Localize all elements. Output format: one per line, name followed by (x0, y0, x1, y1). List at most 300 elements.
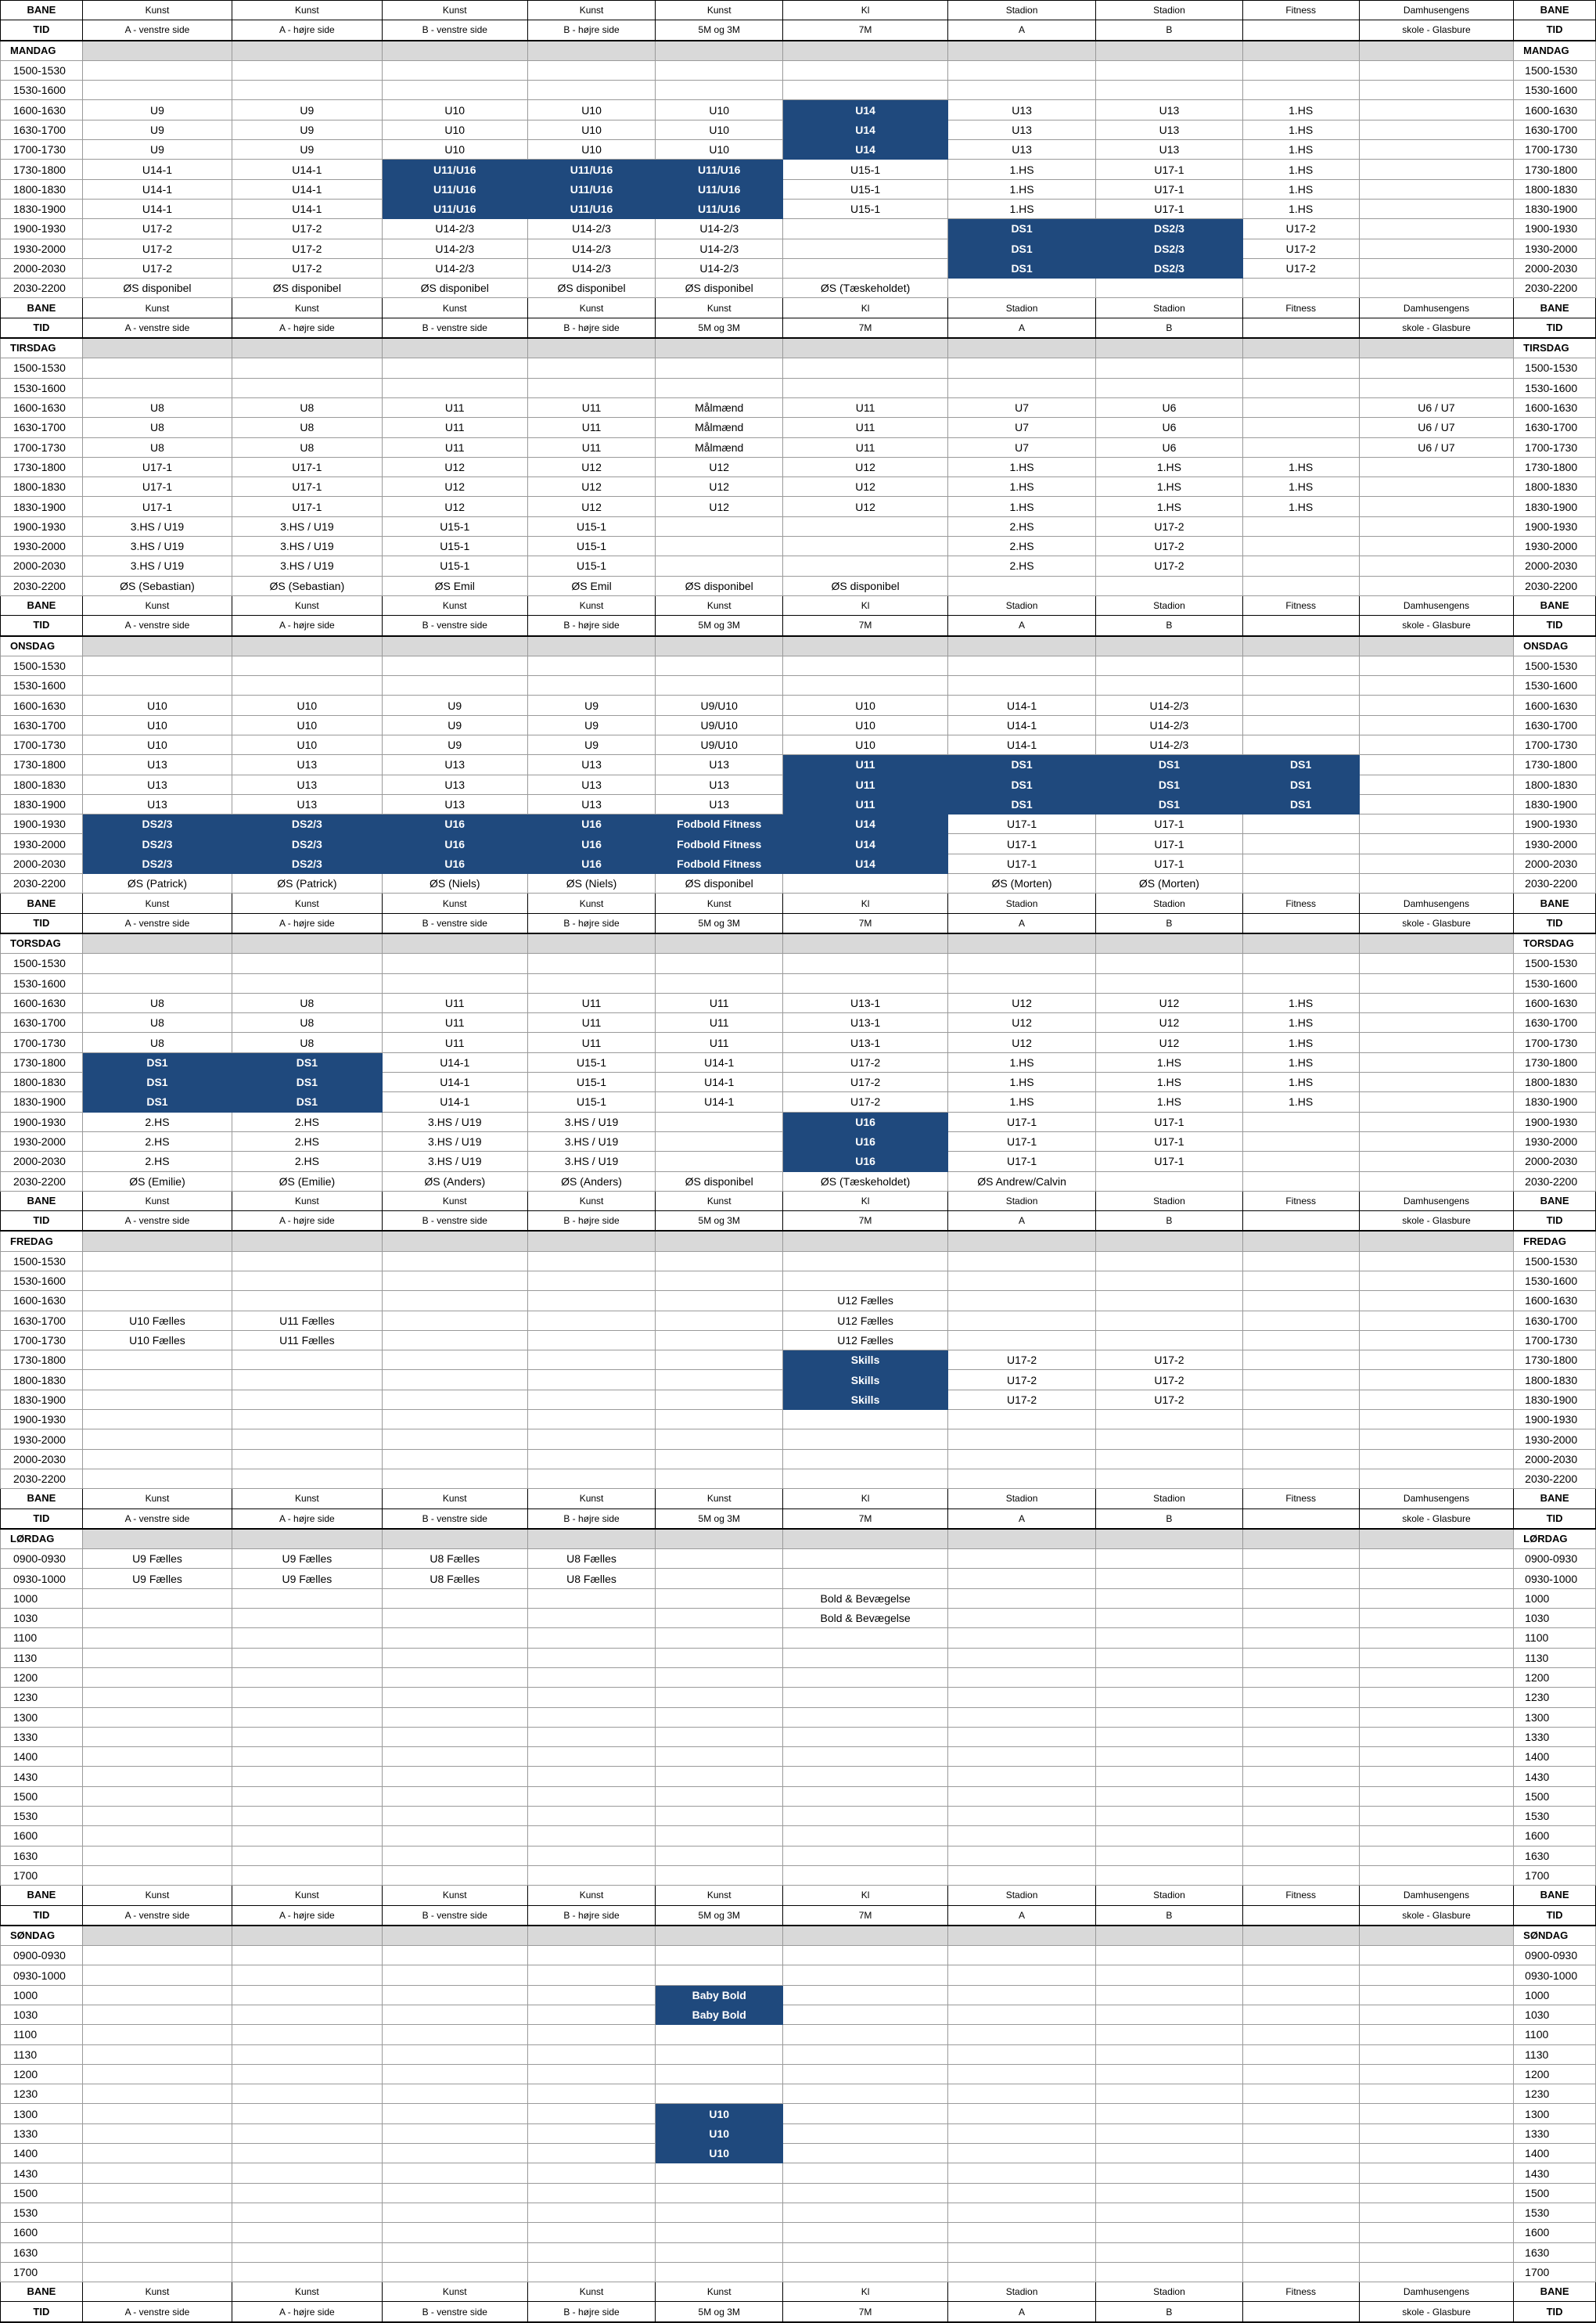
booking-cell (527, 2183, 655, 2203)
time-slot-row (1, 1807, 1596, 1826)
booking-cell (1096, 1291, 1242, 1311)
booking-cell: U17-1 (232, 457, 382, 476)
booking-cell (527, 1609, 655, 1628)
day-band-cell (527, 1529, 655, 1549)
booking-cell: U17-1 (1096, 1131, 1242, 1151)
bane-label: BANE (1514, 1, 1596, 20)
booking-cell-highlighted: U11 (783, 794, 948, 814)
field-side-header: skole - Glasbure (1359, 1211, 1513, 1232)
field-name-header: Kunst (232, 1191, 382, 1210)
time-label: 1930-2000 (1514, 239, 1596, 258)
booking-cell (1242, 1667, 1359, 1687)
booking-cell (82, 2044, 232, 2064)
booking-cell: ØS (Morten) (1096, 874, 1242, 894)
field-name-header: Stadion (1096, 2282, 1242, 2302)
booking-cell: 2.HS (947, 516, 1095, 536)
booking-cell: U10 (783, 735, 948, 754)
booking-cell (1242, 1767, 1359, 1786)
booking-cell (527, 2144, 655, 2163)
booking-cell (1359, 199, 1513, 218)
time-slot-row (1, 1112, 1596, 1131)
field-side-header: A - venstre side (82, 1905, 232, 1926)
booking-cell: U13 (947, 100, 1095, 120)
booking-cell: U7 (947, 437, 1095, 457)
time-label: 1500-1530 (1514, 60, 1596, 80)
booking-cell: U14-1 (232, 199, 382, 218)
booking-cell: U14-2/3 (1096, 715, 1242, 735)
time-label: 1600 (1, 1826, 83, 1846)
booking-cell-highlighted: U11/U16 (656, 199, 783, 218)
booking-cell: 1.HS (947, 457, 1095, 476)
time-label: 2030-2200 (1514, 576, 1596, 595)
booking-cell (1359, 1786, 1513, 1806)
field-name-header: Stadion (1096, 1489, 1242, 1509)
field-side-header: B - venstre side (382, 2302, 527, 2322)
booking-cell (1242, 397, 1359, 417)
booking-cell: 1.HS (1242, 1033, 1359, 1052)
booking-cell: U14-2/3 (656, 258, 783, 278)
booking-cell: U17-1 (232, 477, 382, 497)
booking-cell: U17-1 (947, 1152, 1095, 1171)
booking-cell: 2.HS (232, 1112, 382, 1131)
booking-cell (1096, 1628, 1242, 1648)
booking-cell: U11 (527, 397, 655, 417)
booking-cell: U17-1 (1096, 1112, 1242, 1131)
field-side-header: skole - Glasbure (1359, 616, 1513, 636)
booking-cell: U17-1 (82, 497, 232, 516)
booking-cell-highlighted: U16 (783, 1131, 948, 1151)
booking-cell (656, 1429, 783, 1449)
time-label: 1930-2000 (1, 1429, 83, 1449)
booking-cell (527, 2223, 655, 2242)
booking-cell (82, 1648, 232, 1667)
booking-cell: U6 / U7 (1359, 418, 1513, 437)
time-label: 1500 (1, 1786, 83, 1806)
booking-cell (783, 1251, 948, 1271)
booking-cell-highlighted: DS2/3 (1096, 258, 1242, 278)
booking-cell (1096, 1985, 1242, 2005)
booking-cell (1242, 1609, 1359, 1628)
booking-cell: U12 (382, 497, 527, 516)
booking-cell (82, 2144, 232, 2163)
booking-cell (1096, 2242, 1242, 2262)
booking-cell (1359, 1410, 1513, 1429)
booking-cell (1242, 2163, 1359, 2183)
booking-cell (82, 1946, 232, 1965)
booking-cell (1242, 2144, 1359, 2163)
booking-cell (232, 1946, 382, 1965)
booking-cell (382, 1370, 527, 1390)
booking-cell: U17-1 (1096, 834, 1242, 854)
booking-cell: 3.HS / U19 (527, 1112, 655, 1131)
booking-cell: U12 (1096, 1033, 1242, 1052)
field-name-header: Kunst (232, 1489, 382, 1509)
field-name-header: Kl (783, 1489, 948, 1509)
booking-cell: ØS Emil (382, 576, 527, 595)
booking-cell: U17-2 (1096, 556, 1242, 576)
booking-cell: 1.HS (1096, 1073, 1242, 1092)
booking-cell: 1.HS (1242, 497, 1359, 516)
booking-cell (947, 1330, 1095, 1350)
booking-cell: U11 (656, 1013, 783, 1033)
tid-label: TID (1, 2302, 83, 2322)
booking-cell (527, 1291, 655, 1311)
booking-cell-highlighted: U16 (527, 854, 655, 873)
booking-cell-highlighted: DS2/3 (82, 814, 232, 834)
booking-cell (82, 1291, 232, 1311)
booking-cell (527, 2064, 655, 2084)
booking-cell (1359, 1688, 1513, 1707)
booking-cell (947, 2223, 1095, 2242)
time-label: 1330 (1, 2123, 83, 2143)
booking-cell (947, 2203, 1095, 2222)
time-label: 2000-2030 (1514, 258, 1596, 278)
booking-cell (1242, 1946, 1359, 1965)
field-side-header (1242, 1905, 1359, 1926)
time-label: 1130 (1, 2044, 83, 2064)
booking-cell (527, 1727, 655, 1746)
time-slot-row (1, 2064, 1596, 2084)
booking-cell: ØS (Emilie) (82, 1171, 232, 1191)
booking-cell (947, 1429, 1095, 1449)
time-label: 2000-2030 (1, 556, 83, 576)
booking-cell (1242, 418, 1359, 437)
booking-cell (527, 1747, 655, 1767)
field-name-header: Stadion (1096, 1191, 1242, 1210)
day-label: TORSDAG (1514, 933, 1596, 954)
booking-cell (82, 973, 232, 993)
booking-cell: U10 (82, 715, 232, 735)
booking-cell: U11 (527, 1013, 655, 1033)
booking-cell (947, 1786, 1095, 1806)
booking-cell (783, 874, 948, 894)
booking-cell: U8 Fælles (527, 1549, 655, 1569)
field-name-header: Kunst (382, 1886, 527, 1905)
day-band-cell (82, 1231, 232, 1251)
booking-cell (527, 1846, 655, 1865)
field-side-header: B - højre side (527, 318, 655, 338)
booking-cell (1359, 576, 1513, 595)
booking-cell (1359, 258, 1513, 278)
time-label: 1130 (1514, 2044, 1596, 2064)
booking-cell: 2.HS (947, 537, 1095, 556)
header-row-bane (1, 1191, 1596, 1210)
booking-cell (656, 1786, 783, 1806)
booking-cell: ØS (Sebastian) (82, 576, 232, 595)
booking-cell (947, 1549, 1095, 1569)
booking-cell (947, 1449, 1095, 1469)
field-side-header: B - venstre side (382, 20, 527, 41)
field-side-header: B - venstre side (382, 1509, 527, 1529)
booking-cell (1359, 100, 1513, 120)
time-slot-row (1, 1628, 1596, 1648)
field-side-header: A - venstre side (82, 1211, 232, 1232)
time-label: 1700 (1, 2262, 83, 2282)
time-slot-row (1, 140, 1596, 160)
booking-cell (1242, 1410, 1359, 1429)
booking-cell: U9 (82, 120, 232, 139)
booking-cell (656, 2203, 783, 2222)
booking-cell (1359, 954, 1513, 973)
time-label: 1900-1930 (1, 219, 83, 239)
booking-cell: U12 (527, 457, 655, 476)
bane-label: BANE (1514, 894, 1596, 913)
booking-cell (232, 1588, 382, 1608)
time-label: 1900-1930 (1514, 814, 1596, 834)
time-slot-row (1, 1588, 1596, 1608)
booking-cell (527, 1667, 655, 1687)
tid-label: TID (1, 318, 83, 338)
time-slot-row (1, 656, 1596, 675)
time-label: 1830-1900 (1514, 1390, 1596, 1409)
booking-cell (1096, 378, 1242, 397)
booking-cell (527, 2242, 655, 2262)
day-band-cell (527, 338, 655, 358)
booking-cell: U15-1 (382, 556, 527, 576)
field-side-header: skole - Glasbure (1359, 1509, 1513, 1529)
booking-cell (382, 1767, 527, 1786)
time-label: 1630-1700 (1514, 418, 1596, 437)
booking-cell: U13 (1096, 140, 1242, 160)
time-slot-row (1, 497, 1596, 516)
time-slot-row (1, 993, 1596, 1012)
booking-cell (947, 1807, 1095, 1826)
field-name-header: Damhusengens (1359, 595, 1513, 615)
booking-cell: U17-2 (1096, 1370, 1242, 1390)
booking-cell (656, 1449, 783, 1469)
time-label: 1530 (1, 2203, 83, 2222)
field-side-header: A - venstre side (82, 20, 232, 41)
booking-cell (1096, 1429, 1242, 1449)
day-band-cell (232, 636, 382, 656)
booking-cell: U17-1 (947, 834, 1095, 854)
time-slot-row (1, 258, 1596, 278)
time-label: 1030 (1514, 2005, 1596, 2024)
booking-cell (1359, 2084, 1513, 2104)
day-band-cell (1359, 338, 1513, 358)
booking-cell (232, 2262, 382, 2282)
booking-cell: U11 (382, 397, 527, 417)
booking-cell-highlighted: DS1 (1242, 755, 1359, 775)
booking-cell: U17-2 (783, 1052, 948, 1072)
booking-cell (1359, 457, 1513, 476)
booking-cell (783, 1667, 948, 1687)
field-name-header: Kunst (232, 595, 382, 615)
booking-cell (947, 1767, 1095, 1786)
booking-cell (232, 2123, 382, 2143)
booking-cell (527, 81, 655, 100)
time-slot-row (1, 2025, 1596, 2044)
booking-cell: 3.HS / U19 (82, 516, 232, 536)
time-label: 2030-2200 (1514, 1469, 1596, 1488)
booking-cell: U14-1 (82, 160, 232, 179)
booking-cell: U7 (947, 418, 1095, 437)
booking-cell (1359, 81, 1513, 100)
field-side-header: skole - Glasbure (1359, 2302, 1513, 2322)
time-slot-row (1, 1410, 1596, 1429)
booking-cell (232, 1786, 382, 1806)
booking-cell-highlighted: DS1 (947, 219, 1095, 239)
booking-cell (1242, 1648, 1359, 1667)
booking-cell (1096, 1410, 1242, 1429)
booking-cell: U15-1 (527, 537, 655, 556)
time-slot-row (1, 100, 1596, 120)
time-label: 0900-0930 (1, 1549, 83, 1569)
booking-cell-highlighted: DS1 (1096, 794, 1242, 814)
booking-cell (232, 1609, 382, 1628)
time-label: 1000 (1514, 1588, 1596, 1608)
booking-cell: U9 (382, 715, 527, 735)
booking-cell: ØS disponibel (382, 279, 527, 298)
booking-cell (1096, 656, 1242, 675)
time-slot-row (1, 1013, 1596, 1033)
booking-cell (656, 1727, 783, 1746)
booking-cell (656, 1410, 783, 1429)
time-label: 1300 (1, 1707, 83, 1727)
booking-cell-highlighted: Fodbold Fitness (656, 814, 783, 834)
time-label: 1330 (1, 1727, 83, 1746)
booking-cell (656, 2223, 783, 2242)
booking-cell: ØS disponibel (232, 279, 382, 298)
field-side-header (1242, 616, 1359, 636)
time-slot-row (1, 1985, 1596, 2005)
booking-cell: U17-2 (1242, 219, 1359, 239)
time-label: 1600 (1514, 1826, 1596, 1846)
booking-cell: ØS disponibel (82, 279, 232, 298)
field-name-header: Kunst (527, 2282, 655, 2302)
tid-label: TID (1514, 1211, 1596, 1232)
booking-cell (783, 1707, 948, 1727)
time-label: 1500 (1514, 2183, 1596, 2203)
booking-cell-highlighted: Fodbold Fitness (656, 854, 783, 873)
booking-cell (1242, 735, 1359, 754)
time-slot-row (1, 1609, 1596, 1628)
field-side-header: A (947, 2302, 1095, 2322)
field-name-header: Stadion (947, 1191, 1095, 1210)
field-side-header: B (1096, 616, 1242, 636)
field-name-header: Damhusengens (1359, 894, 1513, 913)
booking-cell (1242, 2123, 1359, 2143)
booking-cell (232, 2223, 382, 2242)
time-label: 2030-2200 (1, 279, 83, 298)
booking-cell (1359, 1965, 1513, 1985)
field-side-header: B (1096, 913, 1242, 933)
booking-cell (382, 1667, 527, 1687)
booking-cell (783, 1648, 948, 1667)
booking-cell (1359, 1946, 1513, 1965)
booking-cell (656, 1311, 783, 1330)
day-band-cell (1242, 1926, 1359, 1946)
booking-cell (1242, 2064, 1359, 2084)
booking-cell (1096, 973, 1242, 993)
booking-cell (82, 1588, 232, 1608)
booking-cell (232, 1985, 382, 2005)
booking-cell: U12 (527, 477, 655, 497)
booking-cell: ØS (Anders) (527, 1171, 655, 1191)
booking-cell (1096, 954, 1242, 973)
booking-cell (783, 60, 948, 80)
booking-cell: U14-1 (656, 1052, 783, 1072)
booking-cell (947, 656, 1095, 675)
booking-cell (382, 1390, 527, 1409)
booking-cell (947, 1747, 1095, 1767)
booking-cell (1359, 814, 1513, 834)
booking-cell: ØS (Niels) (382, 874, 527, 894)
booking-cell (656, 1350, 783, 1370)
booking-cell (1359, 1588, 1513, 1608)
time-label: 1600 (1514, 2223, 1596, 2242)
time-slot-row (1, 2044, 1596, 2064)
booking-cell (527, 1350, 655, 1370)
booking-cell: U9/U10 (656, 735, 783, 754)
field-side-header: A - venstre side (82, 318, 232, 338)
day-label: LØRDAG (1514, 1529, 1596, 1549)
booking-cell (1242, 576, 1359, 595)
booking-cell (1096, 279, 1242, 298)
booking-cell (783, 2203, 948, 2222)
tid-label: TID (1514, 2302, 1596, 2322)
day-label: MANDAG (1, 41, 83, 61)
time-label: 1630 (1, 1846, 83, 1865)
booking-cell: 1.HS (1242, 120, 1359, 139)
bane-label: BANE (1514, 1191, 1596, 1210)
booking-cell (1359, 874, 1513, 894)
booking-cell: U8 (232, 437, 382, 457)
booking-cell (783, 1628, 948, 1648)
field-name-header: Kl (783, 298, 948, 318)
time-slot-row (1, 1767, 1596, 1786)
field-side-header: skole - Glasbure (1359, 913, 1513, 933)
booking-cell (82, 1727, 232, 1746)
time-label: 1500-1530 (1514, 358, 1596, 378)
time-label: 1800-1830 (1514, 1370, 1596, 1390)
booking-cell (82, 2005, 232, 2024)
booking-cell (1359, 60, 1513, 80)
booking-cell (82, 1350, 232, 1370)
booking-cell: U9 (527, 735, 655, 754)
booking-cell (1359, 1171, 1513, 1191)
booking-cell: U9 Fælles (232, 1549, 382, 1569)
booking-cell: U15-1 (527, 516, 655, 536)
booking-cell (1096, 1688, 1242, 1707)
booking-cell (82, 2262, 232, 2282)
booking-cell (656, 1747, 783, 1767)
booking-cell-highlighted: DS1 (1096, 755, 1242, 775)
time-label: 1930-2000 (1514, 1131, 1596, 1151)
booking-cell (947, 2163, 1095, 2183)
booking-cell: U12 (947, 1013, 1095, 1033)
booking-cell (1242, 854, 1359, 873)
booking-cell: U9 Fælles (232, 1569, 382, 1588)
time-slot-row (1, 378, 1596, 397)
field-side-header: A - venstre side (82, 1509, 232, 1529)
booking-cell-highlighted: DS2/3 (1096, 239, 1242, 258)
time-label: 0930-1000 (1514, 1569, 1596, 1588)
time-label: 1830-1900 (1, 794, 83, 814)
booking-cell (1242, 1390, 1359, 1409)
booking-cell (947, 1667, 1095, 1687)
booking-cell: U9/U10 (656, 715, 783, 735)
booking-cell-highlighted: U11/U16 (382, 179, 527, 199)
time-slot-row (1, 755, 1596, 775)
booking-cell: U13 (656, 775, 783, 794)
time-label: 1830-1900 (1, 1390, 83, 1409)
field-name-header: Kunst (656, 1489, 783, 1509)
booking-cell (527, 1390, 655, 1409)
booking-cell: U13 (947, 140, 1095, 160)
booking-cell (1242, 1549, 1359, 1569)
booking-cell (1359, 239, 1513, 258)
